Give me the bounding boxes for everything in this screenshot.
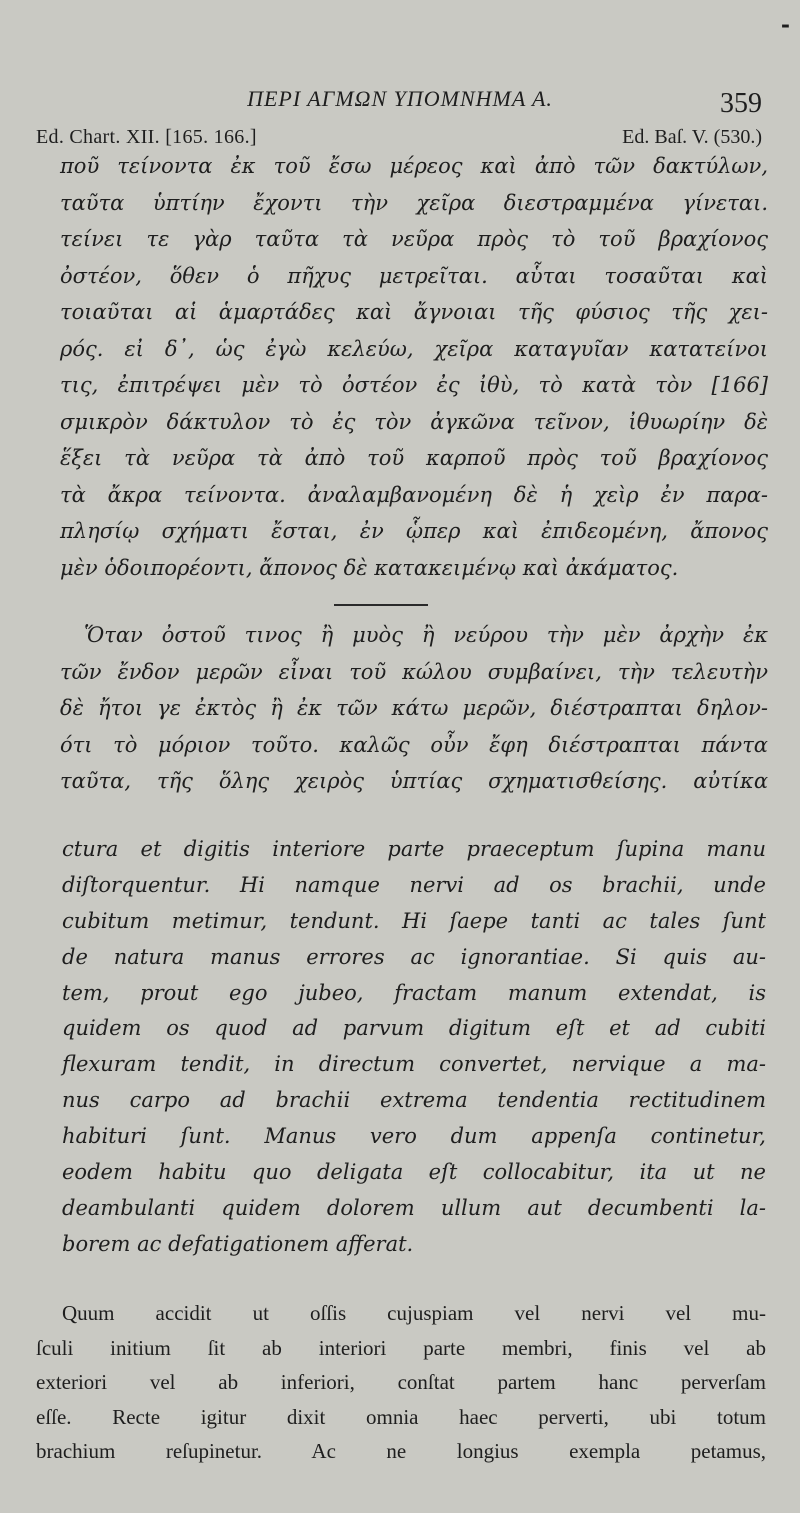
greek-line: σμικρὸν δάκτυλον τὸ ἐς τὸν ἀγκῶνα τεῖνον, ἰθυωρίην δὲ bbox=[60, 409, 768, 434]
latin-line: ſculi initium ſit ab interiori parte membri, finis vel ab bbox=[36, 1335, 766, 1360]
greek-line: ὀστέον, ὅθεν ὁ πῆχυς μετρεῖται. αὗται τοσαῦται καὶ bbox=[60, 263, 768, 288]
greek-line: ἕξει τὰ νεῦρα τὰ ἀπὸ τοῦ καρποῦ πρὸς τοῦ βραχίονος bbox=[60, 446, 768, 470]
latin-translation-italic bbox=[62, 832, 766, 1263]
latin-line: Quum accidit ut oſſis cujuspiam vel nervi vel mu- bbox=[62, 1301, 766, 1325]
latin-line: cubitum metimur, tendunt. Hi ſaepe tanti ac tales ſunt bbox=[62, 908, 766, 933]
latin-line: eſſe. Recte igitur dixit omnia haec perverti, ubi totum bbox=[36, 1404, 766, 1429]
greek-line: Ὅταν ὀστοῦ τινος ἢ μυὸς ἢ νεύρου τὴν μὲν ἀρχὴν ἐκ bbox=[84, 623, 768, 647]
latin-line: eodem habitu quo deligata eſt collocabitur, ita ut ne bbox=[62, 1160, 766, 1185]
running-header-title: ΠΕΡΙ ΑΓΜΩΝ ΥΠΟΜΝΗΜΑ Α. bbox=[247, 86, 553, 111]
edition-reference-right: Ed. Baſ. V. (530.) bbox=[622, 126, 762, 148]
latin-line: flexuram tendit, in directum convertet, nervique a ma- bbox=[62, 1052, 766, 1077]
greek-line: ποῦ τείνοντα ἐκ τοῦ ἔσω μέρεος καὶ ἀπὸ τῶν δακτύλων, bbox=[60, 154, 768, 178]
greek-line: τοιαῦται αἱ ἁμαρτάδες καὶ ἄγνοιαι τῆς φύσιος τῆς χει- bbox=[60, 300, 768, 324]
latin-line: brachium reſupinetur. Ac ne longius exempla petamus, bbox=[36, 1439, 766, 1463]
greek-line: μὲν ὁδοιπορέοντι, ἄπονος δὲ κατακειμένῳ καὶ ἀκάματος. bbox=[60, 555, 679, 580]
edition-reference-left: Ed. Chart. XII. [165. 166.] bbox=[36, 126, 257, 148]
edition-reference-line bbox=[36, 126, 762, 149]
latin-line: de natura manus errores ac ignorantiae. Si quis au- bbox=[62, 944, 766, 969]
greek-line: ταῦτα, τῆς ὅλης χειρὸς ὑπτίας σχηματισθείσης. αὐτίκα bbox=[60, 769, 768, 793]
latin-line: tem, prout ego jubeo, fractam manum extendat, is bbox=[62, 980, 766, 1005]
latin-line: ctura et digitis interiore parte praeceptum ſupina manu bbox=[62, 837, 766, 861]
edge-mark: - bbox=[780, 12, 790, 38]
greek-paragraph-2 bbox=[60, 617, 768, 800]
latin-commentary-paragraph bbox=[36, 1296, 766, 1469]
latin-line: exteriori vel ab inferiori, conſtat partem hanc perverſam bbox=[36, 1370, 766, 1394]
greek-line: τὰ ἄκρα τείνοντα. ἀναλαμβανομένη δὲ ἡ χεὶρ ἐν παρα- bbox=[60, 482, 768, 507]
greek-line: δὲ ἤτοι γε ἐκτὸς ἢ ἐκ τῶν κάτω μερῶν, διέστραπται δηλον- bbox=[60, 696, 768, 720]
latin-line: habituri ſunt. Manus vero dum appenſa continetur, bbox=[62, 1124, 766, 1149]
latin-line: diſtorquentur. Hi namque nervi ad os brachii, unde bbox=[62, 872, 766, 897]
greek-paragraph-1 bbox=[60, 148, 768, 586]
latin-line: borem ac defatigationem afferat. bbox=[62, 1231, 414, 1256]
page-number: 359 bbox=[720, 88, 762, 119]
latin-line: quidem os quod ad parvum digitum eſt et ad cubiti bbox=[62, 1016, 766, 1041]
greek-line: ρός. εἰ δ᾽, ὡς ἐγὼ κελεύω, χεῖρα καταγυῖαν κατατείνοι bbox=[60, 336, 768, 361]
greek-line: τῶν ἔνδον μερῶν εἶναι τοῦ κώλου συμβαίνει, τὴν τελευτὴν bbox=[60, 659, 768, 684]
greek-line: ταῦτα ὑπτίην ἔχοντι τὴν χεῖρα διεστραμμένα γίνεται. bbox=[60, 190, 768, 215]
greek-line: τείνει τε γὰρ ταῦτα τὰ νεῦρα πρὸς τὸ τοῦ βραχίονος bbox=[60, 227, 768, 251]
latin-line: nus carpo ad brachii extrema tendentia rectitudinem bbox=[62, 1088, 766, 1113]
section-divider bbox=[334, 604, 428, 606]
greek-line: πλησίῳ σχήματι ἔσται, ἐν ᾧπερ καὶ ἐπιδεομένη, ἄπονος bbox=[60, 519, 768, 543]
greek-line: τις, ἐπιτρέψει μὲν τὸ ὀστέον ἐς ἰθὺ, τὸ κατὰ τὸν [166] bbox=[60, 373, 768, 397]
latin-line: deambulanti quidem dolorem ullum aut decumbenti la- bbox=[62, 1195, 766, 1220]
greek-line: ότι τὸ μόριον τοῦτο. καλῶς οὖν ἔφη διέστραπται πάντα bbox=[60, 732, 768, 757]
